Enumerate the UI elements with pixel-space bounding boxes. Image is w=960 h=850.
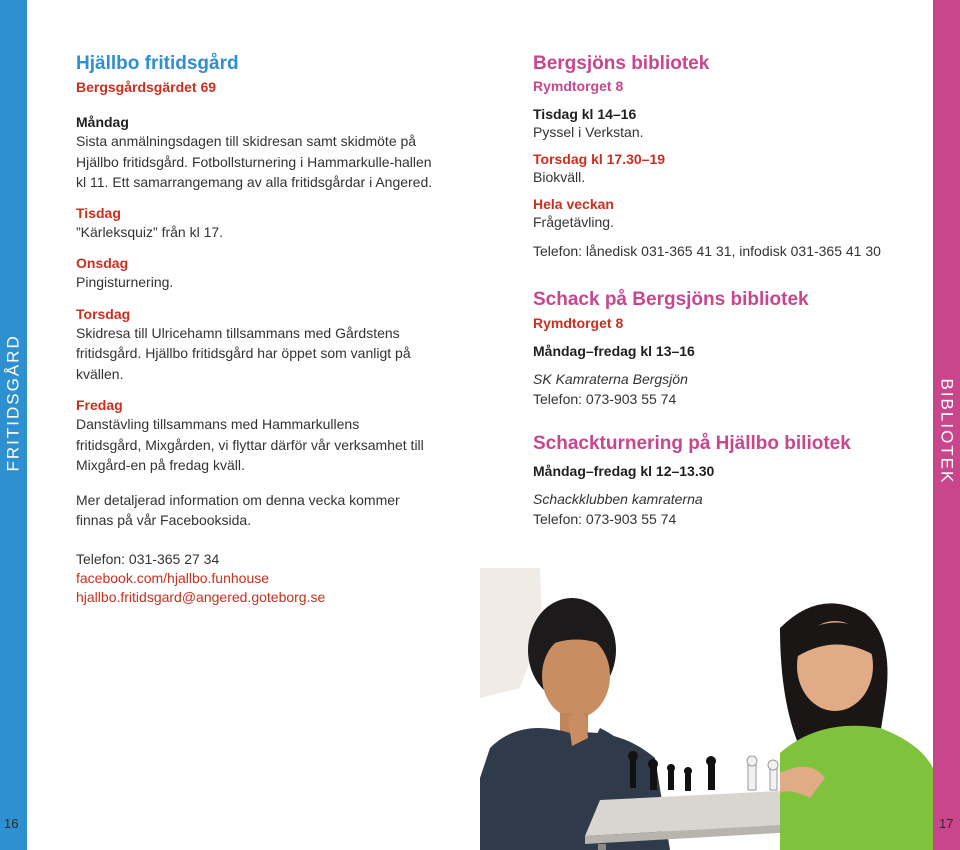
tournament-org: Schackklubben kamraterna [533,490,703,507]
item-when: Hela veckan [533,196,614,212]
item-what: Biokväll. [533,169,586,185]
day-text: Sista anmälningsdagen till skidresan samt skidmöte på Hjällbo fritidsgård. Fotbollsturnering i Hammarkulle-hallen kl 11. Ett samarrangemang av alla fritidsgårdar i Angered. [76,133,433,190]
item-what: Frågetävling. [533,214,614,230]
day-text: Pingisturnering. [76,274,174,290]
tournament-phone: Telefon: 073-903 55 74 [533,511,677,527]
chess-phone: Telefon: 073-903 55 74 [533,391,677,407]
fritidsgard-column [76,52,436,607]
tournament-title: Schackturnering på Hjällbo biliotek [533,432,851,454]
day-block-friday [76,396,436,476]
day-block-monday [76,113,436,193]
sidebar-right-label: BIBLIOTEK [937,378,957,485]
day-label: Torsdag [76,305,131,322]
facebook-link[interactable]: facebook.com/hjallbo.funhouse [76,569,270,586]
library-item [533,150,913,187]
day-label: Tisdag [76,204,121,221]
day-label: Onsdag [76,255,129,271]
chess-org: SK Kamraterna Bergsjön [533,370,688,387]
page-number-left: 16 [4,816,19,831]
chess-players-illustration [480,568,933,850]
library-phone: Telefon: lånedisk 031-365 41 31, infodisk 031-365 41 30 [533,243,881,259]
item-when: Tisdag kl 14–16 [533,106,637,122]
phone-text: Telefon: 031-365 27 34 [76,550,220,567]
more-info-text: Mer detaljerad information om denna vecka kommer finnas på vår Facebooksida. [76,491,400,528]
sidebar-left [0,0,27,850]
day-text: Skidresa till Ulricehamn tillsammans med Gårdstens fritidsgård. Hjällbo fritidsgård har öppet som vanligt på kvällen. [76,324,411,382]
sidebar-left-label: FRITIDSGÅRD [3,334,23,472]
day-text: ”Kärleksquiz” från kl 17. [76,223,224,240]
library-item [533,105,913,142]
day-label: Fredag [76,397,123,413]
day-block-thursday [76,305,436,385]
fritidsgard-address: Bergsgårdsgärdet 69 [76,79,217,95]
chess-address: Rymdtorget 8 [533,314,624,331]
day-text: Danstävling tillsammans med Hammarkullens fritidsgård, Mixgården, vi flyttar därför vår verksamhet till Mixgård-en på fredag kväll. [76,416,424,473]
page-number-right: 17 [939,816,954,831]
library-address: Rymdtorget 8 [533,78,624,94]
sidebar-right [933,0,960,850]
day-label: Måndag [76,114,129,130]
chess-when: Måndag–fredag kl 13–16 [533,342,695,359]
item-what: Pyssel i Verkstan. [533,124,644,140]
chess-players-photo [480,568,933,850]
email-link[interactable]: hjallbo.fritidsgard@angered.goteborg.se [76,588,326,605]
item-when: Torsdag kl 17.30–19 [533,151,666,167]
library-item [533,195,913,232]
contact-block [76,550,436,607]
day-block-tuesday [76,204,436,243]
tournament-when: Måndag–fredag kl 12–13.30 [533,462,715,479]
chess-title: Schack på Bergsjöns bibliotek [533,288,809,310]
library-title: Bergsjöns bibliotek [533,53,710,74]
bibliotek-column [533,52,913,530]
woman-figure [780,603,933,850]
fritidsgard-title: Hjällbo fritidsgård [76,53,239,74]
day-block-wednesday [76,254,436,293]
